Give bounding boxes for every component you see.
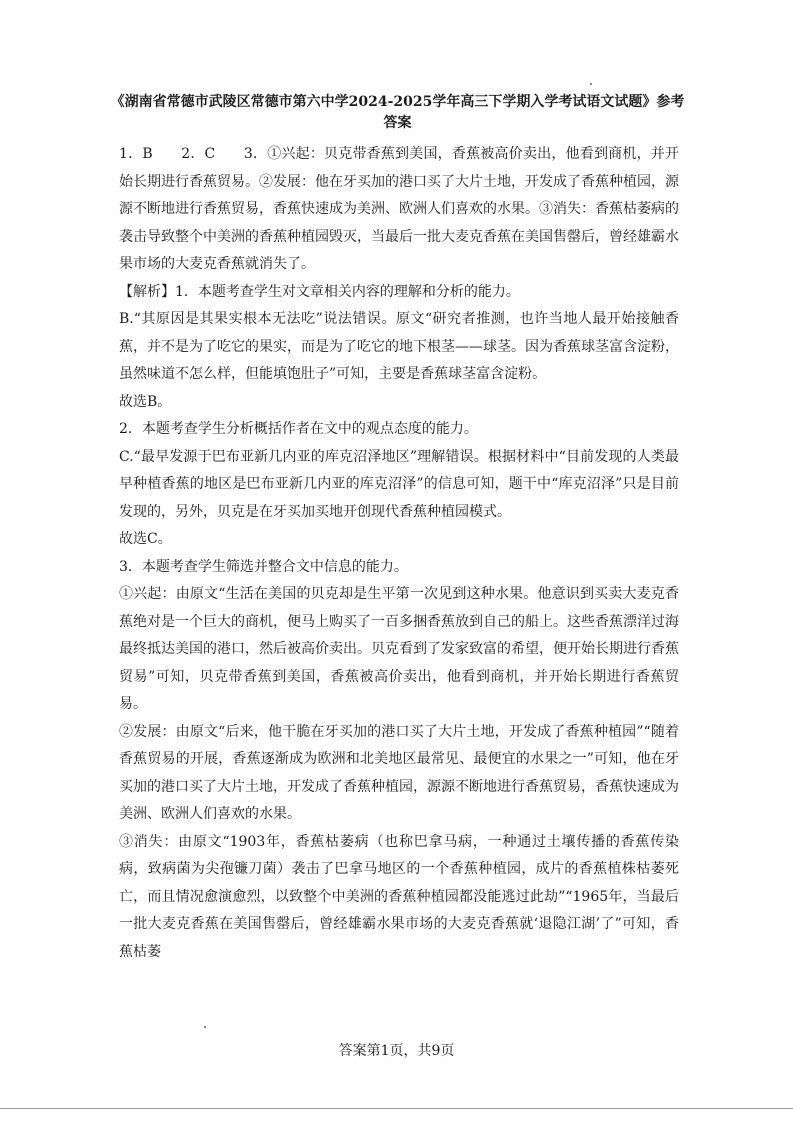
choice-q2: 故选C。 [119, 531, 172, 547]
analysis-q3-development: ②发展：由原文“后来，他干脆在牙买加的港口买了大片土地，开发成了香蕉种植园”“随着香蕉贸易的开展，香蕉逐渐成为欧洲和北美地区最常见、最便宜的水果之一”可知，他在牙买加的港口买了大片土地，开发成了香蕉种植园，源源不断地进行香蕉贸易，香蕉快速成为美洲、欧洲人们喜欢的水果。 [119, 723, 679, 822]
answer-body [119, 141, 679, 966]
analysis-q3-intro: 3．本题考查学生筛选并整合文中信息的能力。 [119, 558, 408, 575]
choice-q1: 故选B。 [119, 393, 172, 410]
analysis-q2: C.“最早发源于巴布亚新几内亚的库克沼泽地区”理解错误。根据材料中“目前发现的人类最早种植香蕉的地区是巴布亚新几内亚的库克沼泽”的信息可知，题干中“库克沼泽”只是目前发现的，另外，贝克是在牙买加买地开创现代香蕉种植园模式。 [119, 448, 679, 520]
scan-dot [204, 1026, 206, 1028]
analysis-q3-rise: ①兴起：由原文“生活在美国的贝克却是生平第一次见到这种水果。他意识到买卖大麦克香蕉绝对是一个巨大的商机，便马上购买了一百多捆香蕉放到自己的船上。这些香蕉漂洋过海最终抵达美国的港口，然后被高价卖出。贝克看到了发家致富的希望，便开始长期进行香蕉贸易”可知，贝克带香蕉到美国，香蕉被高价卖出，他看到商机，并开始长期进行香蕉贸易。 [119, 586, 679, 712]
page-footer: 答案第1页，共9页 [338, 1043, 455, 1059]
scan-dot [590, 83, 592, 85]
answer-summary: 1．B 2．C 3．①兴起：贝克带香蕉到美国，香蕉被高价卖出，他看到商机，并开始长期进行香蕉贸易。②发展：他在牙买加的港口买了大片土地，开发成了香蕉种植园，源源不断地进行香蕉贸易，香蕉快速成为美洲、欧洲人们喜欢的水果。③消失：香蕉枯萎病的袭击导致整个中美洲的香蕉种植园毁灭，当最后一批大麦克香蕉在美国售罄后，曾经雄霸水果市场的大麦克香蕉就消失了。 [119, 146, 679, 272]
analysis-q2-intro: 2．本题考查学生分析概括作者在文中的观点态度的能力。 [119, 421, 478, 437]
analysis-intro: 【解析】1．本题考查学生对文章相关内容的理解和分析的能力。 [119, 283, 520, 300]
page-bottom-rule [0, 1108, 793, 1109]
document-title: 《湖南省常德市武陵区常德市第六中学2024-2025学年高三下学期入学考试语文试题》参考答案 [110, 94, 685, 131]
analysis-q3-disappearance: ③消失：由原文“1903年，香蕉枯萎病（也称巴拿马病，一种通过土壤传播的香蕉传染病，致病菌为尖孢镰刀菌）袭击了巴拿马地区的一个香蕉种植园，成片的香蕉植株枯萎死亡，而且情况愈演愈烈，以致整个中美洲的香蕉种植园都没能逃过此劫”“1965年，当最后一批大麦克香蕉在美国售罄后，曾经雄霸水果市场的大麦克香蕉就‘退隐江湖’了”可知，香蕉枯萎 [119, 833, 679, 960]
analysis-q1: B.“其原因是其果实根本无法吃”说法错误。原文“研究者推测，也许当地人最开始接触香蕉，并不是为了吃它的果实，而是为了吃它的地下根茎——球茎。因为香蕉球茎富含淀粉，虽然味道不怎么样，但能填饱肚子”可知，主要是香蕉球茎富含淀粉。 [119, 311, 679, 382]
